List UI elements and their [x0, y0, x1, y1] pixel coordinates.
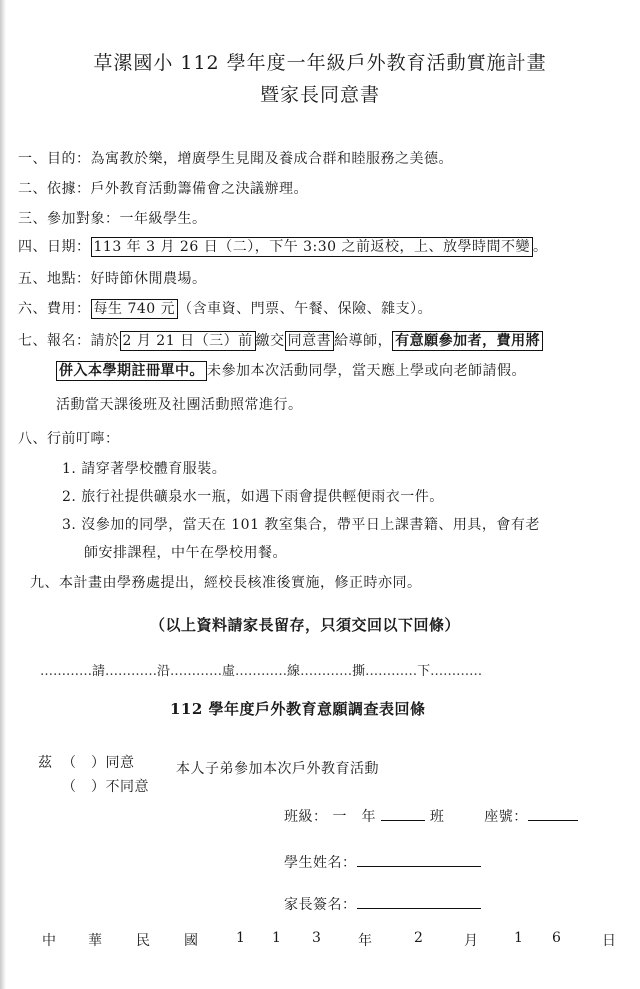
- fee-note: （含車資、門票、午餐、保險、雜支）。: [178, 301, 433, 317]
- reminder-1: 1. 請穿著學校體育服裝。: [62, 461, 227, 477]
- reg-fee-box-1: 有意願參加者，費用將: [392, 331, 543, 351]
- reminder-3b: 師安排課程，中午在學校用餐。: [84, 545, 287, 561]
- item-purpose: 一、目的：為寓教於樂，增廣學生見聞及養成合群和睦服務之美德。: [18, 151, 453, 167]
- tear-char-2: 沿: [157, 664, 171, 679]
- reg-mid: 繳交: [255, 333, 285, 349]
- scan-edge-shadow: [0, 0, 6, 989]
- date-end: 。: [533, 239, 548, 255]
- tear-char-1: 請: [92, 664, 106, 679]
- item-approval: 九、本計畫由學務處提出，經校長核准後實施，修正時亦同。: [30, 575, 422, 591]
- date-char: 6: [552, 930, 561, 946]
- parent-signature-row: [284, 894, 481, 914]
- date-char: 3: [312, 930, 321, 946]
- item-registration-line3: 活動當天課後班及社團活動照常進行。: [56, 397, 303, 413]
- reg-fee-box-2: 併入本學期註冊單中。: [56, 361, 207, 381]
- date-char: 2: [414, 930, 423, 946]
- fee-label: 六、費用：: [18, 301, 91, 317]
- item-place: 五、地點：好時節休閒農場。: [18, 271, 207, 287]
- date-label: 四、日期：: [18, 239, 91, 255]
- date-char: 月: [464, 933, 478, 949]
- reply-title: 112 學年度戶外教育意願調查表回條: [170, 700, 426, 718]
- fee-value-box: 每生 740 元: [91, 299, 179, 319]
- tear-char-3: 虛: [222, 664, 236, 679]
- reply-statement: 本人子弟參加本次戶外教育活動: [176, 761, 379, 777]
- keep-notice: （以上資料請家長留存，只須交回以下回條）: [150, 616, 461, 634]
- class-unit: 班: [429, 809, 445, 825]
- tear-char-5: 撕: [352, 664, 366, 679]
- reminder-3a: 3. 沒參加的同學，當天在 101 教室集合，帶平日上課書籍、用具，會有老: [62, 517, 540, 533]
- date-char: 華: [88, 933, 102, 949]
- seat-label: 座號：: [484, 809, 528, 825]
- reg-rest: 未參加本次活動同學，當天應上學或向老師請假。: [207, 363, 526, 379]
- tear-line: …………請…………沿…………虛…………線…………撕…………下…………: [40, 664, 483, 679]
- item-fee: [18, 298, 432, 319]
- student-name-label: 學生姓名：: [284, 855, 357, 871]
- reminder-2: 2. 旅行社提供礦泉水一瓶，如遇下雨會提供輕便雨衣一件。: [62, 489, 444, 505]
- date-char: 日: [602, 933, 616, 949]
- date-char: 年: [358, 933, 372, 949]
- date-char: 1: [236, 930, 245, 946]
- student-name-field[interactable]: [357, 852, 481, 867]
- class-label: 班級：: [284, 809, 328, 825]
- tear-char-4: 線: [287, 664, 301, 679]
- form-title-line2: 暨家長同意書: [259, 84, 380, 106]
- agree-option[interactable]: （ ）同意: [62, 755, 135, 771]
- reg-date-box: 2 月 21 日（三）前: [120, 331, 256, 351]
- tear-char-6: 下: [417, 664, 431, 679]
- item-date: [18, 236, 548, 257]
- item-registration-line2: [56, 360, 526, 381]
- date-value-box: 113 年 3 月 26 日（二），下午 3:30 之前返校，上、放學時間不變: [91, 237, 534, 257]
- date-char: 1: [514, 930, 523, 946]
- form-title-line1: 草漯國小 112 學年度一年級戶外教育活動實施計畫: [93, 52, 547, 74]
- reg-mid2: 給導師，: [334, 333, 393, 349]
- disagree-option[interactable]: （ ）不同意: [62, 779, 149, 795]
- reply-hereby: 茲: [38, 755, 53, 771]
- date-char: 民: [136, 933, 150, 949]
- parent-signature-label: 家長簽名：: [284, 897, 357, 913]
- date-char: 國: [184, 933, 198, 949]
- class-grade: 一 年: [332, 809, 376, 825]
- reg-form-box: 同意書: [285, 331, 335, 351]
- class-row: [284, 806, 578, 826]
- parent-signature-field[interactable]: [357, 894, 481, 909]
- reg-label: 七、報名：請於: [18, 333, 120, 349]
- date-char: 1: [272, 930, 281, 946]
- item-participants: 三、參加對象：一年級學生。: [18, 211, 207, 227]
- student-name-row: [284, 852, 481, 872]
- reminder-title: 八、行前叮嚀：: [18, 431, 120, 447]
- item-basis: 二、依據：戶外教育活動籌備會之決議辦理。: [18, 181, 308, 197]
- class-number-field[interactable]: [381, 806, 425, 821]
- seat-number-field[interactable]: [528, 806, 578, 821]
- date-char: 中: [42, 933, 56, 949]
- item-registration: [18, 330, 543, 351]
